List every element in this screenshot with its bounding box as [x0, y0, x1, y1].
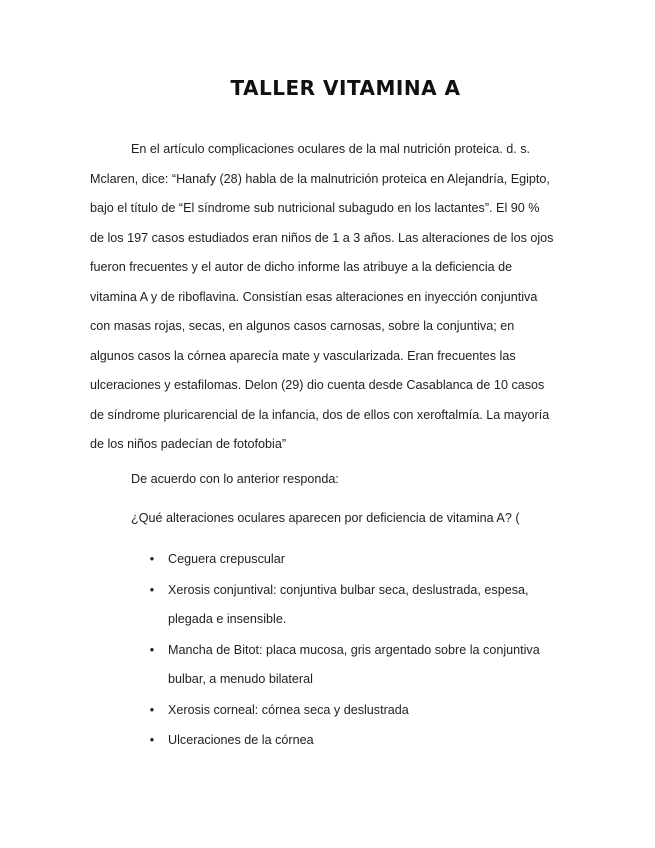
- list-item-text: bulbar, a menudo bilateral: [168, 672, 313, 686]
- list-item-text: Ceguera crepuscular: [168, 552, 285, 566]
- list-item-text: Ulceraciones de la córnea: [168, 733, 314, 747]
- bullet-icon: •: [149, 733, 155, 747]
- paragraph-line: ulceraciones y estafilomas. Delon (29) dio cuenta desde Casablanca de 10 casos: [90, 378, 545, 392]
- bullet-icon: •: [149, 552, 155, 566]
- list-item: [0, 726, 655, 756]
- list-item-text: Xerosis conjuntival: conjuntiva bulbar seca, deslustrada, espesa,: [168, 582, 529, 597]
- bullet-icon: •: [149, 702, 155, 717]
- paragraph-line: con masas rojas, secas, en algunos casos carnosas, sobre la conjuntiva; en: [90, 319, 515, 333]
- list-item-text: plegada e insensible.: [168, 612, 287, 626]
- paragraph-line: de los 197 casos estudiados eran niños de 1 a 3 años. Las alteraciones de los ojos: [90, 230, 554, 245]
- paragraph-line: vitamina A y de riboflavina. Consistían esas alteraciones en inyección conjuntiva: [90, 289, 538, 304]
- page-title: TALLER VITAMINA A: [230, 76, 461, 100]
- bullet-icon: •: [149, 642, 155, 657]
- paragraph-line: algunos casos la córnea aparecía mate y vascularizada. Eran frecuentes las: [90, 348, 516, 363]
- paragraph-line: fueron frecuentes y el autor de dicho informe las atribuye a la deficiencia de: [90, 260, 513, 274]
- list-item: [0, 545, 655, 575]
- article-paragraph: [90, 135, 570, 460]
- paragraph-line: Mclaren, dice: “Hanafy (28) habla de la malnutrición proteica en Alejandría, Egipto,: [90, 171, 550, 186]
- question-text: ¿Qué alteraciones oculares aparecen por deficiencia de vitamina A? (: [131, 511, 520, 525]
- paragraph-line: bajo el título de “El síndrome sub nutricional subagudo en los lactantes”. El 90 %: [90, 201, 540, 215]
- list-item: [0, 576, 655, 635]
- paragraph-line: de los niños padecían de fotofobia”: [90, 437, 287, 451]
- paragraph-line: de síndrome pluricarencial de la infancia, dos de ellos con xeroftalmía. La mayoría: [90, 407, 550, 422]
- intro-text: De acuerdo con lo anterior responda:: [131, 472, 339, 486]
- list-item: [0, 696, 655, 726]
- answer-list: [0, 545, 655, 757]
- list-item-text: Xerosis corneal: córnea seca y deslustrada: [168, 702, 409, 717]
- list-item: [0, 636, 655, 695]
- bullet-icon: •: [149, 582, 155, 597]
- list-item-text: Mancha de Bitot: placa mucosa, gris argentado sobre la conjuntiva: [168, 642, 540, 657]
- paragraph-line: En el artículo complicaciones oculares de la mal nutrición proteica. d. s.: [131, 142, 530, 156]
